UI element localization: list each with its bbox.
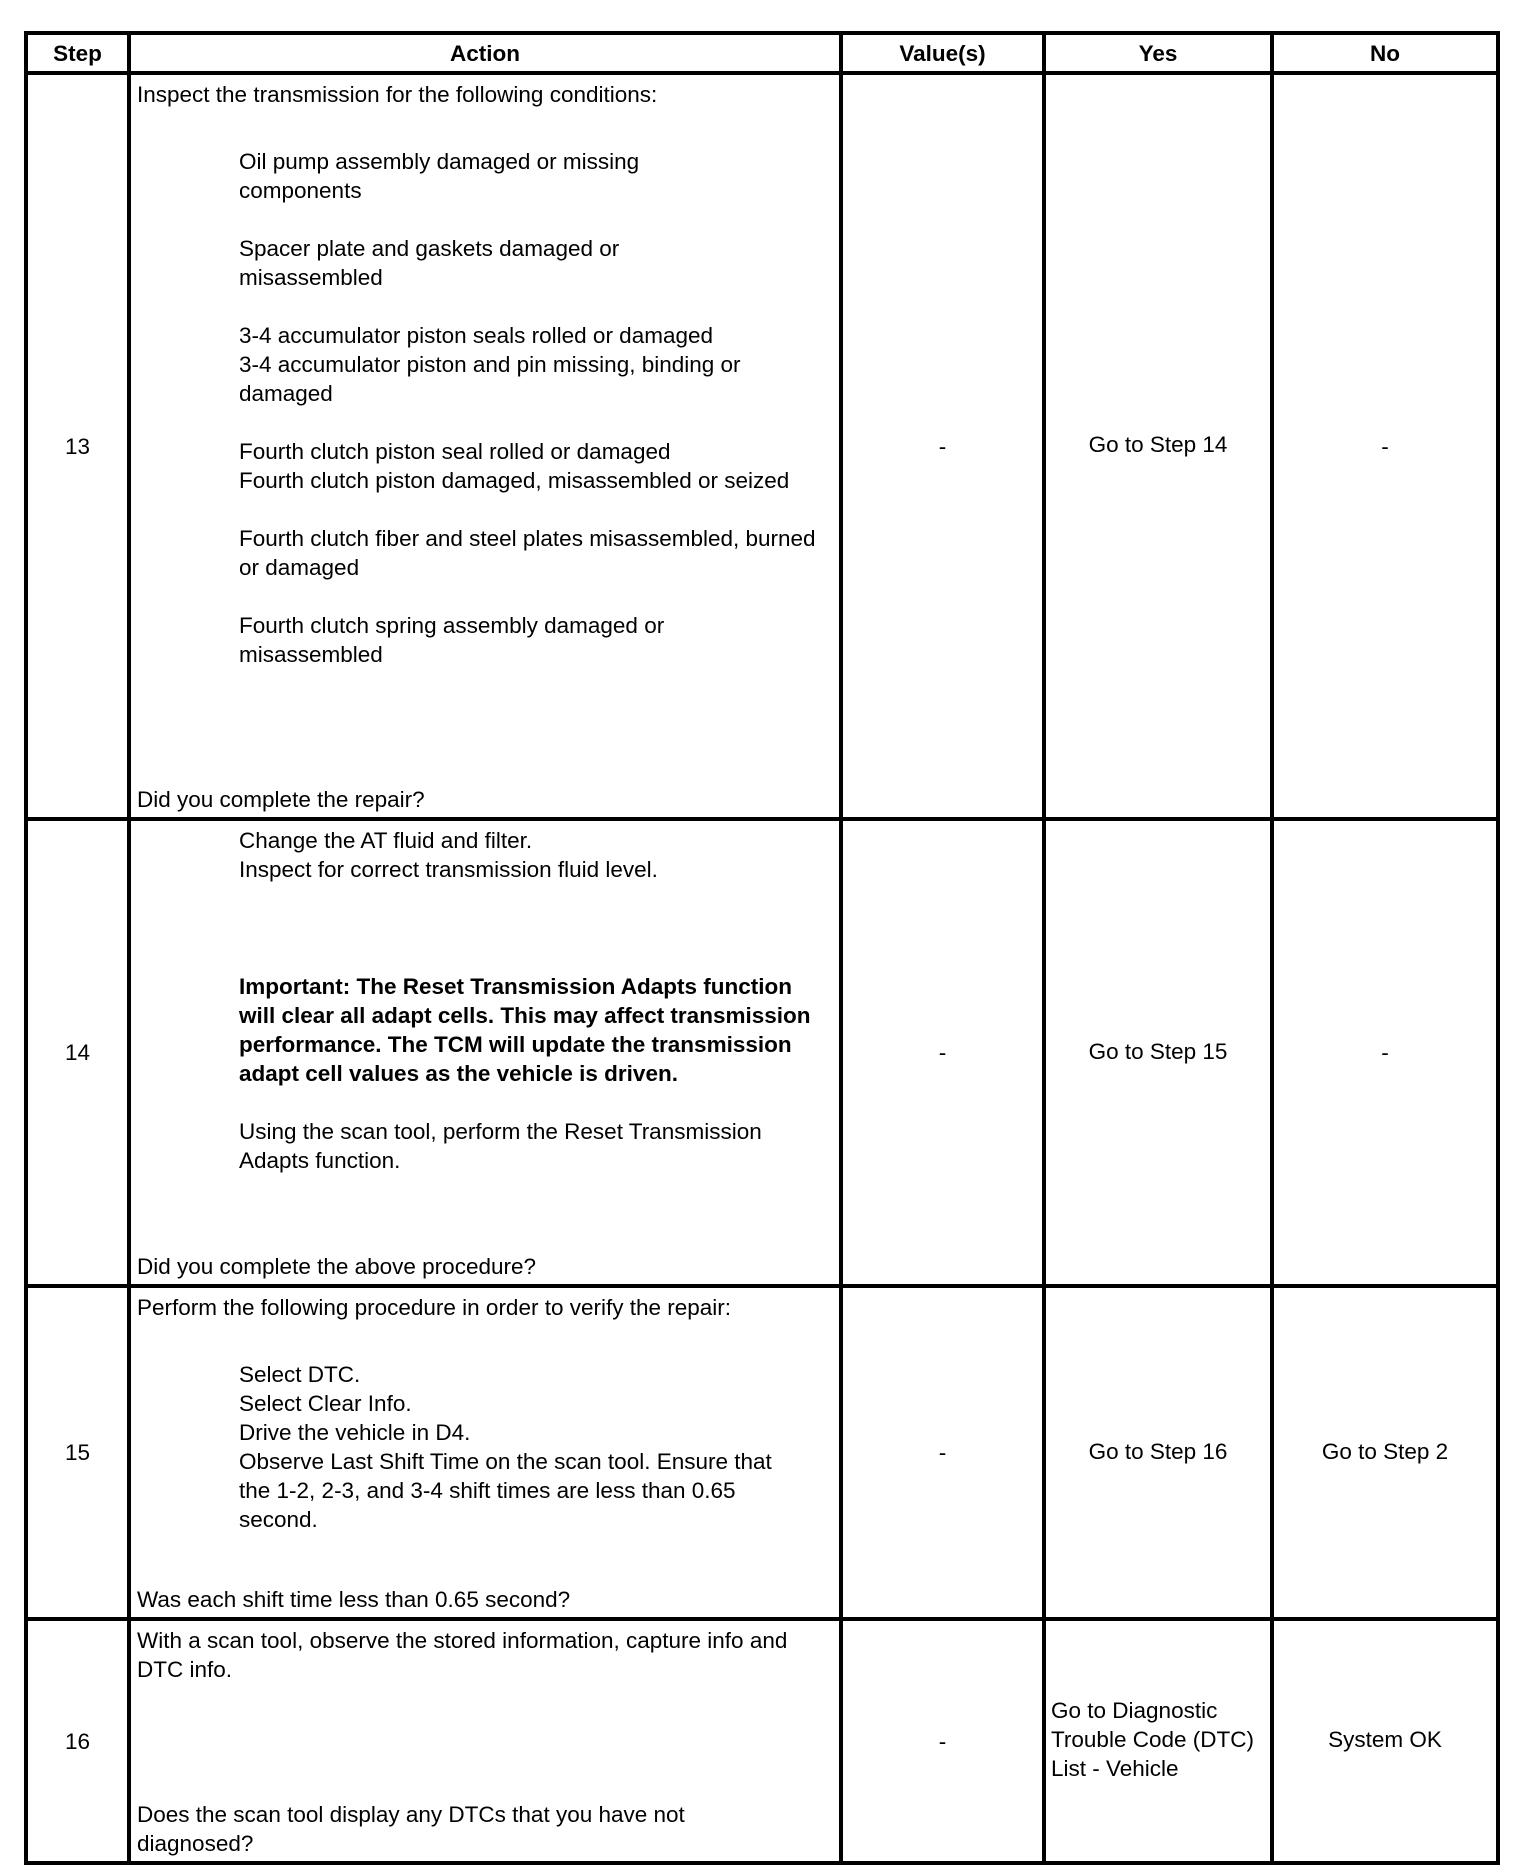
action-question: Was each shift time less than 0.65 second? <box>137 1587 571 1612</box>
values-cell: - <box>841 73 1044 819</box>
action-item: Drive the vehicle in D4. <box>239 1420 471 1445</box>
action-item: Select DTC. <box>239 1362 361 1387</box>
table-row-step-15 <box>26 1286 1498 1619</box>
action-lead: Inspect the transmission for the following conditions: <box>137 82 658 107</box>
action-lead: Perform the following procedure in order to verify the repair: <box>137 1295 732 1320</box>
action-question: Does the scan tool display any DTCs that you have not diagnosed? <box>137 1802 685 1856</box>
action-item: Fourth clutch piston damaged, misassembled or seized <box>239 468 790 493</box>
action-item: Fourth clutch fiber and steel plates misassembled, burned or damaged <box>239 526 816 580</box>
header-no: No <box>1272 33 1498 73</box>
action-item: Fourth clutch piston seal rolled or damaged <box>239 439 671 464</box>
action-item: 3-4 accumulator piston seals rolled or damaged <box>239 323 714 348</box>
diagnostic-table <box>24 31 1500 1865</box>
header-values: Value(s) <box>841 33 1044 73</box>
action-cell <box>129 1619 841 1863</box>
action-question: Did you complete the above procedure? <box>137 1254 537 1279</box>
important-note: Important: The Reset Transmission Adapts function will clear all adapt cells. This may affect transmission performance. The TCM will update the transmission adapt cell values as the vehicle is driven. <box>239 974 811 1086</box>
values-cell: - <box>841 1619 1044 1863</box>
no-cell: Go to Step 2 <box>1272 1286 1498 1619</box>
action-item: Select Clear Info. <box>239 1391 412 1416</box>
action-question: Did you complete the repair? <box>137 787 425 812</box>
action-item: Fourth clutch spring assembly damaged or misassembled <box>239 613 665 667</box>
header-row <box>26 33 1498 73</box>
action-cell <box>129 1286 841 1619</box>
yes-cell: Go to Step 16 <box>1044 1286 1272 1619</box>
no-cell: System OK <box>1272 1619 1498 1863</box>
action-lead: With a scan tool, observe the stored information, capture info and DTC info. <box>137 1628 788 1682</box>
step-number: 16 <box>26 1619 129 1863</box>
yes-cell: Go to Diagnostic Trouble Code (DTC) List - Vehicle <box>1044 1619 1272 1863</box>
action-item: Oil pump assembly damaged or missing components <box>239 149 640 203</box>
step-number: 15 <box>26 1286 129 1619</box>
action-item: Spacer plate and gaskets damaged or misassembled <box>239 236 620 290</box>
table-row-step-13 <box>26 73 1498 819</box>
action-item: Using the scan tool, perform the Reset Transmission Adapts function. <box>239 1119 762 1173</box>
action-item: 3-4 accumulator piston and pin missing, binding or damaged <box>239 352 741 406</box>
table-row-step-16 <box>26 1619 1498 1863</box>
yes-cell: Go to Step 14 <box>1044 73 1272 819</box>
values-cell: - <box>841 819 1044 1286</box>
action-cell <box>129 819 841 1286</box>
step-number: 13 <box>26 73 129 819</box>
step-number: 14 <box>26 819 129 1286</box>
action-item: Observe Last Shift Time on the scan tool. Ensure that the 1-2, 2-3, and 3-4 shift times are less than 0.65 second. <box>239 1449 772 1532</box>
header-yes: Yes <box>1044 33 1272 73</box>
action-cell <box>129 73 841 819</box>
header-step: Step <box>26 33 129 73</box>
no-cell: - <box>1272 819 1498 1286</box>
table-row-step-14 <box>26 819 1498 1286</box>
yes-cell: Go to Step 15 <box>1044 819 1272 1286</box>
values-cell: - <box>841 1286 1044 1619</box>
action-item: Change the AT fluid and filter. <box>239 828 533 853</box>
no-cell: - <box>1272 73 1498 819</box>
header-action: Action <box>129 33 841 73</box>
action-item: Inspect for correct transmission fluid level. <box>239 857 658 882</box>
